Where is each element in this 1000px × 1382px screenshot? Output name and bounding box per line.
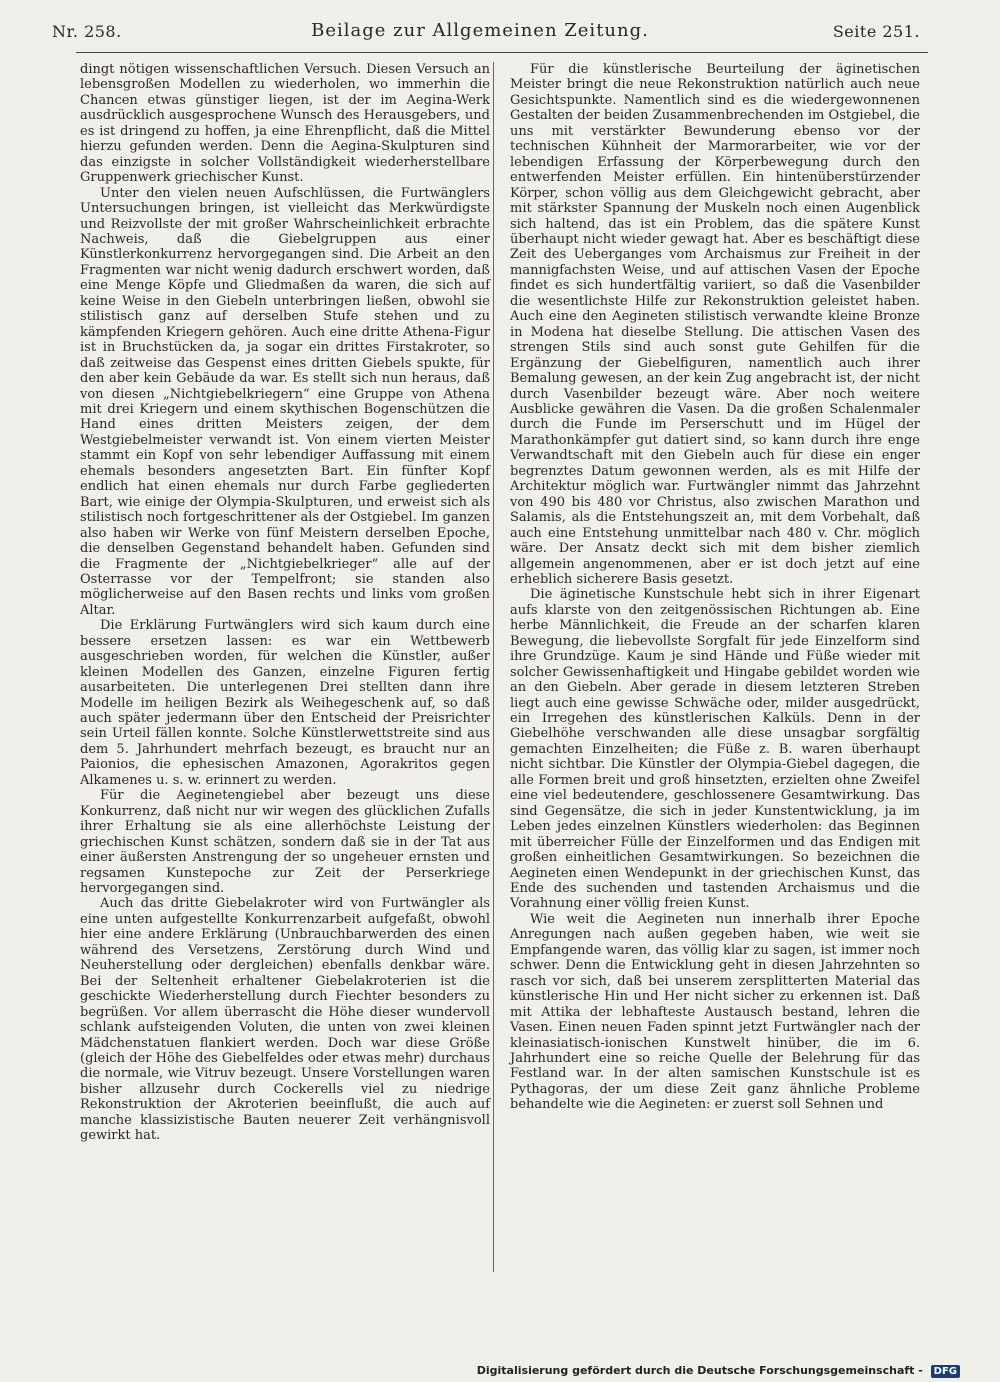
paragraph: Für die Aeginetengiebel aber bezeugt uns diese Konkurrenz, daß nicht nur wir wegen des glücklichen Zufalls ihrer Erhaltung sie als eine allerhöchste Leistung der griechischen Kunst schätzen, sondern daß sie in der Tat aus einer äußersten Anstrengung der so ungeheuer ernsten und regsamen Kunstepoche zur Zeit der Perserkriege hervorgegangen sind.: [80, 788, 490, 897]
paragraph: Die äginetische Kunstschule hebt sich in ihrer Eigenart aufs klarste von den zeitgenössischen Richtungen ab. Eine herbe Männlichkeit, die Freude an der scharfen klaren Bewegung, die liebevollste Sorgfalt für jede Einzelform sind ihre Grundzüge. Kaum je sind Hände und Füße wieder mit solcher Gewissenhaftigkeit und Hingabe gebildet worden wie an den Giebeln. Aber gerade in diesem letzteren Streben liegt auch eine gewisse Schwäche oder, milder ausgedrückt, ein Irregehen des künstlerischen Kalküls. Denn in der Giebelhöhe verschwanden alle diese unsagbar sorgfältig gemachten Einzelheiten; die Füße z. B. waren überhaupt nicht sichtbar. Die Künstler der Olympia-Giebel dagegen, die alle Formen breit und groß hinsetzten, erzielten ohne Zweifel eine viel bedeutendere, geschlossenere Gesamtwirkung. Das sind Gegensätze, die sich in jeder Kunstentwicklung, ja im Leben jedes einzelnen Künstlers wiederholen: das Beginnen mit überreicher Fülle der Einzelformen und das Endigen mit großen einheitlichen Gesamtwirkungen. So bezeichnen die Aegineten einen Wendepunkt in der griechischen Kunst, das Ende des suchenden und tastenden Archaismus und die Vorahnung einer völlig freien Kunst.: [510, 587, 920, 912]
supplement-title: Beilage zur Allgemeinen Zeitung.: [311, 20, 649, 41]
right-column: [510, 62, 920, 1113]
paragraph: dingt nötigen wissenschaftlichen Versuch. Diesen Versuch an lebensgroßen Modellen zu wiederholen, wo immerhin die Chancen etwas günstiger liegen, ist der im Aegina-Werk ausdrücklich ausgesprochene Wunsch des Herausgebers, und es ist dringend zu hoffen, ja eine Ehrenpflicht, daß die Mittel hierzu gefunden werden. Denn die Aegina-Skulpturen sind das einzigste in solcher Vollständigkeit wiederherstellbare Gruppenwerk griechischer Kunst.: [80, 62, 490, 186]
funding-notice: [477, 1364, 960, 1378]
paragraph: Wie weit die Aegineten nun innerhalb ihrer Epoche Anregungen nach außen gegeben haben, wie weit sie Empfangende waren, das völlig klar zu sagen, ist immer noch schwer. Denn die Entwicklung geht in diesen Jahrzehnten so rasch vor sich, daß bei unserem zersplitterten Material das künstlerische Hin und Her nicht sicher zu erkennen ist. Daß mit Attika der lebhafteste Austausch bestand, lehren die Vasen. Einen neuen Faden spinnt jetzt Furtwängler nach der kleinasiatisch-ionischen Kunstwelt hinüber, die im 6. Jahrhundert eine so reiche Quelle der Belehrung für das Festland war. In der alten samischen Kunstschule ist es Pythagoras, der um diese Zeit ganz ähnliche Probleme behandelte wie die Aegineten: er zuerst soll Sehnen und: [510, 911, 920, 1113]
paragraph: Die Erklärung Furtwänglers wird sich kaum durch eine bessere ersetzen lassen: es war ein Wettbewerb ausgeschrieben worden, für welchen die Künstler, außer kleinen Modellen des Ganzen, einzelne Figuren fertig ausarbeiteten. Die unterlegenen Drei stellten dann ihre Modelle im heiligen Bezirk als Weihegeschenk auf, so daß auch später jedermann über den Entscheid der Preisrichter sein Urteil fällen konnte. Solche Künstlerwettstreite sind aus dem 5. Jahrhundert mehrfach bezeugt, es braucht nur an Paionios, die ephesischen Amazonen, Agorakritos gegen Alkamenes u. s. w. erinnert zu werden.: [80, 618, 490, 788]
column-divider: [493, 62, 494, 1272]
paragraph: Für die künstlerische Beurteilung der äginetischen Meister bringt die neue Rekonstruktion natürlich auch neue Gesichtspunkte. Namentlich sind es die wiedergewonnenen Gestalten der beiden Zusammenbrechenden im Ostgiebel, die uns mit verstärkter Bewunderung ebenso vor der technischen Kühnheit der Marmorarbeiter, wie vor der lebendigen Erfassung der Körperbewegung durch den entwerfenden Meister erfüllen. Ein hintenüberstürzender Körper, schon völlig aus dem Gleichgewicht gebracht, aber mit stärkster Spannung der Muskeln noch einen Augenblick sich haltend, das ist ein Problem, das die spätere Kunst überhaupt nicht wieder gewagt hat. Aber es beschäftigt diese Zeit des Ueberganges vom Archaismus zur Freiheit in der mannigfachsten Weise, und auf attischen Vasen der Epoche findet es sich hundertfältig variiert, so daß die Vasenbilder die wesentlichste Hilfe zur Rekonstruktion geleistet haben. Auch eine den Aegineten stilistisch verwandte kleine Bronze in Modena hat dieselbe Stellung. Die attischen Vasen des strengen Stils sind auch sonst gute Gehilfen für die Ergänzung der Giebelfiguren, namentlich auch ihrer Bemalung gewesen, an der kein Zug angebracht ist, der nicht durch Vasenbilder bezeugt wäre. Aber noch weitere Ausblicke gewähren die Vasen. Da die großen Schalenmaler durch die Funde im Perserschutt und im Hügel der Marathonkämpfer gut datiert sind, so kann durch ihre enge Verwandtschaft mit den Giebeln auch für diese ein enger begrenztes Datum gewonnen werden, als es mit Hilfe der Architektur möglich war. Furtwängler nimmt das Jahrzehnt von 490 bis 480 vor Christus, also zwischen Marathon und Salamis, als die Entstehungszeit an, mit dem Vorbehalt, daß auch eine Entstehung unmittelbar nach 480 v. Chr. möglich wäre. Der Ansatz deckt sich mit dem bisher ziemlich allgemein angenommenen, aber er ist doch jetzt auf eine erheblich sicherere Basis gesetzt.: [510, 62, 920, 587]
paragraph: Auch das dritte Giebelakroter wird von Furtwängler als eine unten aufgestellte Konkurrenzarbeit aufgefaßt, obwohl hier eine andere Erklärung (Unbrauchbarwerden des einen während des Versetzens, Zerstörung durch Wind und Neuherstellung oder dergleichen) ebenfalls denkbar wäre. Bei der Seltenheit erhaltener Giebelakroterien ist die geschickte Wiederherstellung durch Fiechter besonders zu begrüßen. Vor allem überrascht die Höhe dieser wundervoll schlank aufsteigenden Voluten, die unten von zwei kleinen Mädchenstatuen flankiert werden. Doch war diese Größe (gleich der Höhe des Giebelfeldes oder etwas mehr) durchaus die normale, wie Vitruv bezeugt. Unsere Vorstellungen waren bisher allzusehr durch Cockerells viel zu niedrige Rekonstruktion der Akroterien beeinflußt, die auch auf manche klassizistische Bauten neuerer Zeit verhängnisvoll gewirkt hat.: [80, 896, 490, 1144]
page-number: Seite 251.: [832, 22, 920, 41]
issue-number: Nr. 258.: [52, 22, 122, 41]
left-column: [80, 62, 490, 1144]
funding-text: Digitalisierung gefördert durch die Deutsche Forschungsgemeinschaft -: [476, 1364, 923, 1377]
dfg-logo: DFG: [931, 1365, 960, 1378]
digitization-footer: [0, 1360, 1000, 1382]
header-rule: [76, 52, 928, 53]
paragraph: Unter den vielen neuen Aufschlüssen, die Furtwänglers Untersuchungen bringen, ist vielleicht das Merkwürdigste und Reizvollste der mit großer Wahrscheinlichkeit erbrachte Nachweis, daß die Giebelgruppen aus einer Künstlerkonkurrenz hervorgegangen sind. Die Arbeit an den Fragmenten war nicht wenig dadurch erschwert worden, daß eine Menge Köpfe und Gliedmaßen da waren, die sich auf keine Weise in den Giebeln unterbringen ließen, obwohl sie stilistisch ganz auf derselben Stufe stehen und zu kämpfenden Kriegern gehören. Auch eine dritte Athena-Figur ist in Bruchstücken da, ja sogar ein drittes Firstakroter, so daß zeitweise das Gespenst eines dritten Giebels spukte, für den aber kein Gebäude da war. Es stellt sich nun heraus, daß von diesen „Nichtgiebelkriegern“ eine Gruppe von Athena mit drei Kriegern und einem skythischen Bogenschützen die Hand eines dritten Meisters zeigen, der dem Westgiebelmeister verwandt ist. Von einem vierten Meister stammt ein Kopf von sehr lebendiger Auffassung mit einem ehemals besonders angesetzten Bart. Ein fünfter Kopf endlich hat einen ehemals nur durch Farbe gegliederten Bart, wie einige der Olympia-Skulpturen, und erweist sich als stilistisch noch fortgeschrittener als der Ostgiebel. Im ganzen also haben wir Werke von fünf Meistern derselben Epoche, die denselben Gegenstand behandelt haben. Gefunden sind die Fragmente der „Nichtgiebelkrieger“ alle auf der Osterrasse vor der Tempelfront; sie standen also möglicherweise auf den Basen rechts und links vom großen Altar.: [80, 185, 490, 618]
page-header: [40, 20, 920, 50]
